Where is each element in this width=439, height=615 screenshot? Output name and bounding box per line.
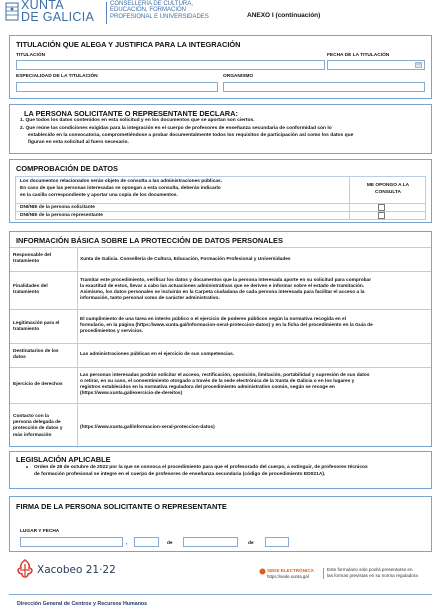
legislacion-text-2: de formación profesional se integre en el cuerpo de profesores de enseñanza secundaria (código de procedimiento ED021A).: [34, 472, 326, 477]
footer-note: Este formulario solo podrá presentarse en las formas previstas en su norma reguladora: [327, 567, 418, 578]
row-label: Ejercicio de derechos: [13, 382, 63, 387]
comprobacion-text-1: Los documentos relacionados serán objeto de consulta a las administraciones públicas.: [20, 179, 223, 184]
month-field[interactable]: [183, 537, 238, 547]
declara-title: LA PERSONA SOLICITANTE O REPRESENTANTE DECLARA:: [24, 109, 238, 118]
table-row: [10, 248, 431, 272]
logo-line1: XUNTA: [21, 0, 64, 12]
header-divider: [106, 2, 107, 24]
table-row: [10, 272, 431, 310]
table-row: [10, 310, 431, 344]
legislacion-title: LEGISLACIÓN APLICABLE: [16, 455, 111, 464]
sede-url[interactable]: https://sede.xunta.gal: [267, 574, 309, 579]
row-text: Las personas interesadas podrán solicitar el acceso, rectificación, oposición, limitación, portabilidad y supresión de sus datos o retirar, en su caso, el consentimiento otorgado a través de la sede electrónica de la Xunta de Galicia o en los lugares y registros establecidos en la normativa reguladora del procedimiento administrativo común, según se recoge en (https://www.xunta.gal/exercicio-de-dereitos): [80, 373, 370, 397]
titulacion-section: [9, 35, 432, 99]
especialidad-field[interactable]: [16, 82, 218, 92]
row-label: Destinatarios de los datos: [13, 349, 59, 361]
legislacion-text-1: Orden de 28 de octubre de 2022 por la que se convoca el procedimiento para que el profesorado del cuerpo, a extinguir, de profesores técnicos: [34, 465, 368, 470]
row-text: Xunta de Galicia. Consellería de Cultura, Educación, Formación Profesional y Universidades: [80, 257, 291, 262]
oppose-checkbox-representante[interactable]: [378, 212, 385, 219]
calendar-icon[interactable]: [415, 62, 422, 68]
comprobacion-header-row: [16, 177, 425, 204]
xunta-logo-icon: [5, 2, 19, 21]
sede-electronica-icon: [259, 568, 266, 575]
declara-section: [9, 104, 432, 154]
titulacion-field[interactable]: [16, 60, 325, 70]
row-label: Contacto con la persona delegada de protección de datos y más información: [13, 414, 63, 438]
comprobacion-title: COMPROBACIÓN DE DATOS: [16, 164, 118, 173]
proteccion-title: INFORMACIÓN BÁSICA SOBRE LA PROTECCIÓN DE DATOS PERSONALES: [16, 236, 283, 245]
xacobeo-logo-text: Xacobeo 21·22: [37, 564, 116, 576]
legislacion-section: [9, 451, 432, 489]
proteccion-table: [10, 247, 431, 448]
de-separator-1: de: [167, 541, 173, 546]
sede-label: SEDE ELECTRÓNICA: [267, 568, 314, 573]
row-text: Tramitar este procedimiento, verificar los datos y documentos que la persona interesada aporte en su solicitud para comprobar la exactitud de estos, llevar a cabo las actuaciones administrativas que se deriven e informar sobre el estado de tramitación. Asimismo, los datos personales se incluirán en la Carpeta ciudadana de cada persona interesada para facilitar el acceso a la información, tanto personal como de carácter administrativo.: [80, 278, 372, 302]
oppose-header-1: ME OPONGO A LA: [366, 183, 410, 188]
row-label: Finalidades del tratamiento: [13, 284, 48, 296]
column-divider: [349, 177, 350, 219]
xacobeo-logo-icon: [16, 559, 34, 579]
row-text: (https://www.xunta.gal/informacion-xeral-proteccion-datos): [80, 425, 215, 430]
lugar-fecha-label: LUGAR Y FECHA: [20, 529, 60, 534]
proteccion-section: [9, 231, 432, 447]
fecha-titulacion-field[interactable]: [327, 60, 425, 70]
lugar-field[interactable]: [20, 537, 123, 547]
department-name: [110, 1, 209, 20]
organismo-label: ORGANISMO: [223, 74, 254, 79]
organismo-field[interactable]: [223, 82, 425, 92]
comprobacion-text-2: En caso de que las personas interesadas se opongan a esta consulta, deberán indicarlo: [20, 186, 221, 191]
department-line: EDUCACIÓN, FORMACIÓN: [110, 7, 187, 14]
titulacion-label: TITULACIÓN: [16, 53, 46, 58]
comprobacion-row: [16, 212, 425, 220]
firma-section: [9, 496, 432, 552]
table-row: [10, 368, 431, 404]
department-line: CONSELLERÍA DE CULTURA,: [110, 1, 193, 7]
row-text: El cumplimiento de una tarea en interés público o el ejercicio de poderes públicos según la normativa recogida en el formulario, en la página (https://www.xunta.gal/informacion-xeral-proteccion-datos) y en la ficha del procedimiento en la Guía de procedimientos y servicios.: [80, 317, 373, 335]
de-separator-2: de: [248, 541, 254, 546]
oppose-checkbox-solicitante[interactable]: [378, 204, 385, 211]
comprobacion-row-label: DNI/NIE de la persona solicitante: [20, 205, 95, 210]
anexo-title: ANEXO I (continuación): [247, 12, 321, 19]
day-field[interactable]: [134, 537, 159, 547]
fecha-titulacion-label: FECHA DE LA TITULACIÓN: [327, 53, 390, 58]
row-text: Las administraciones públicas en el ejercicio de sus competencias.: [80, 352, 235, 357]
declara-item-2a: 2. Que reúne las condiciones exigidas para la integración en el cuerpo de profesores de enseñanza secundaria de conformidad con lo: [20, 126, 332, 131]
row-label: Legitimación para el tratamiento: [13, 321, 60, 333]
footer-rule: [9, 594, 432, 595]
table-row: [10, 404, 431, 448]
row-label: Responsable del tratamiento: [13, 253, 52, 265]
footer-divider: [323, 568, 324, 579]
comprobacion-row: [16, 204, 425, 212]
bullet-icon: •: [26, 465, 29, 471]
comma-separator: ,: [126, 541, 128, 546]
especialidad-label: ESPECIALIDAD DE LA TITULACIÓN: [16, 74, 98, 79]
year-field[interactable]: [265, 537, 289, 547]
titulacion-title: TITULACIÓN QUE ALEGA Y JUSTIFICA PARA LA INTEGRACIÓN: [16, 40, 241, 49]
direccion-general: Dirección General de Centros y Recursos Humanos: [17, 601, 148, 607]
comprobacion-text-3: en la casilla correspondiente y aportar una copia de los documentos.: [20, 193, 178, 198]
declara-item-2c: figuran en esta solicitud al fuero necesario.: [28, 140, 129, 145]
declara-item-2b: establecido en la convocatoria, comprometiéndose a probar documentalmente todos los requisitos de participación así como los datos que: [28, 133, 354, 138]
comprobacion-section: [9, 159, 432, 223]
comprobacion-row-label: DNI/NIE de la persona representante: [20, 213, 103, 218]
firma-title: FIRMA DE LA PERSONA SOLICITANTE O REPRESENTANTE: [16, 502, 227, 511]
department-line: PROFESIONAL E UNIVERSIDADES: [110, 13, 209, 20]
comprobacion-table: [15, 176, 426, 220]
logo-line2: DE GALICIA: [21, 10, 95, 24]
declara-item-1: 1. Que todos los datos contenidos en esta solicitud y en los documentos que se aportan son ciertos.: [20, 118, 255, 123]
table-row: [10, 344, 431, 368]
oppose-header-2: CONSULTA: [375, 190, 401, 195]
